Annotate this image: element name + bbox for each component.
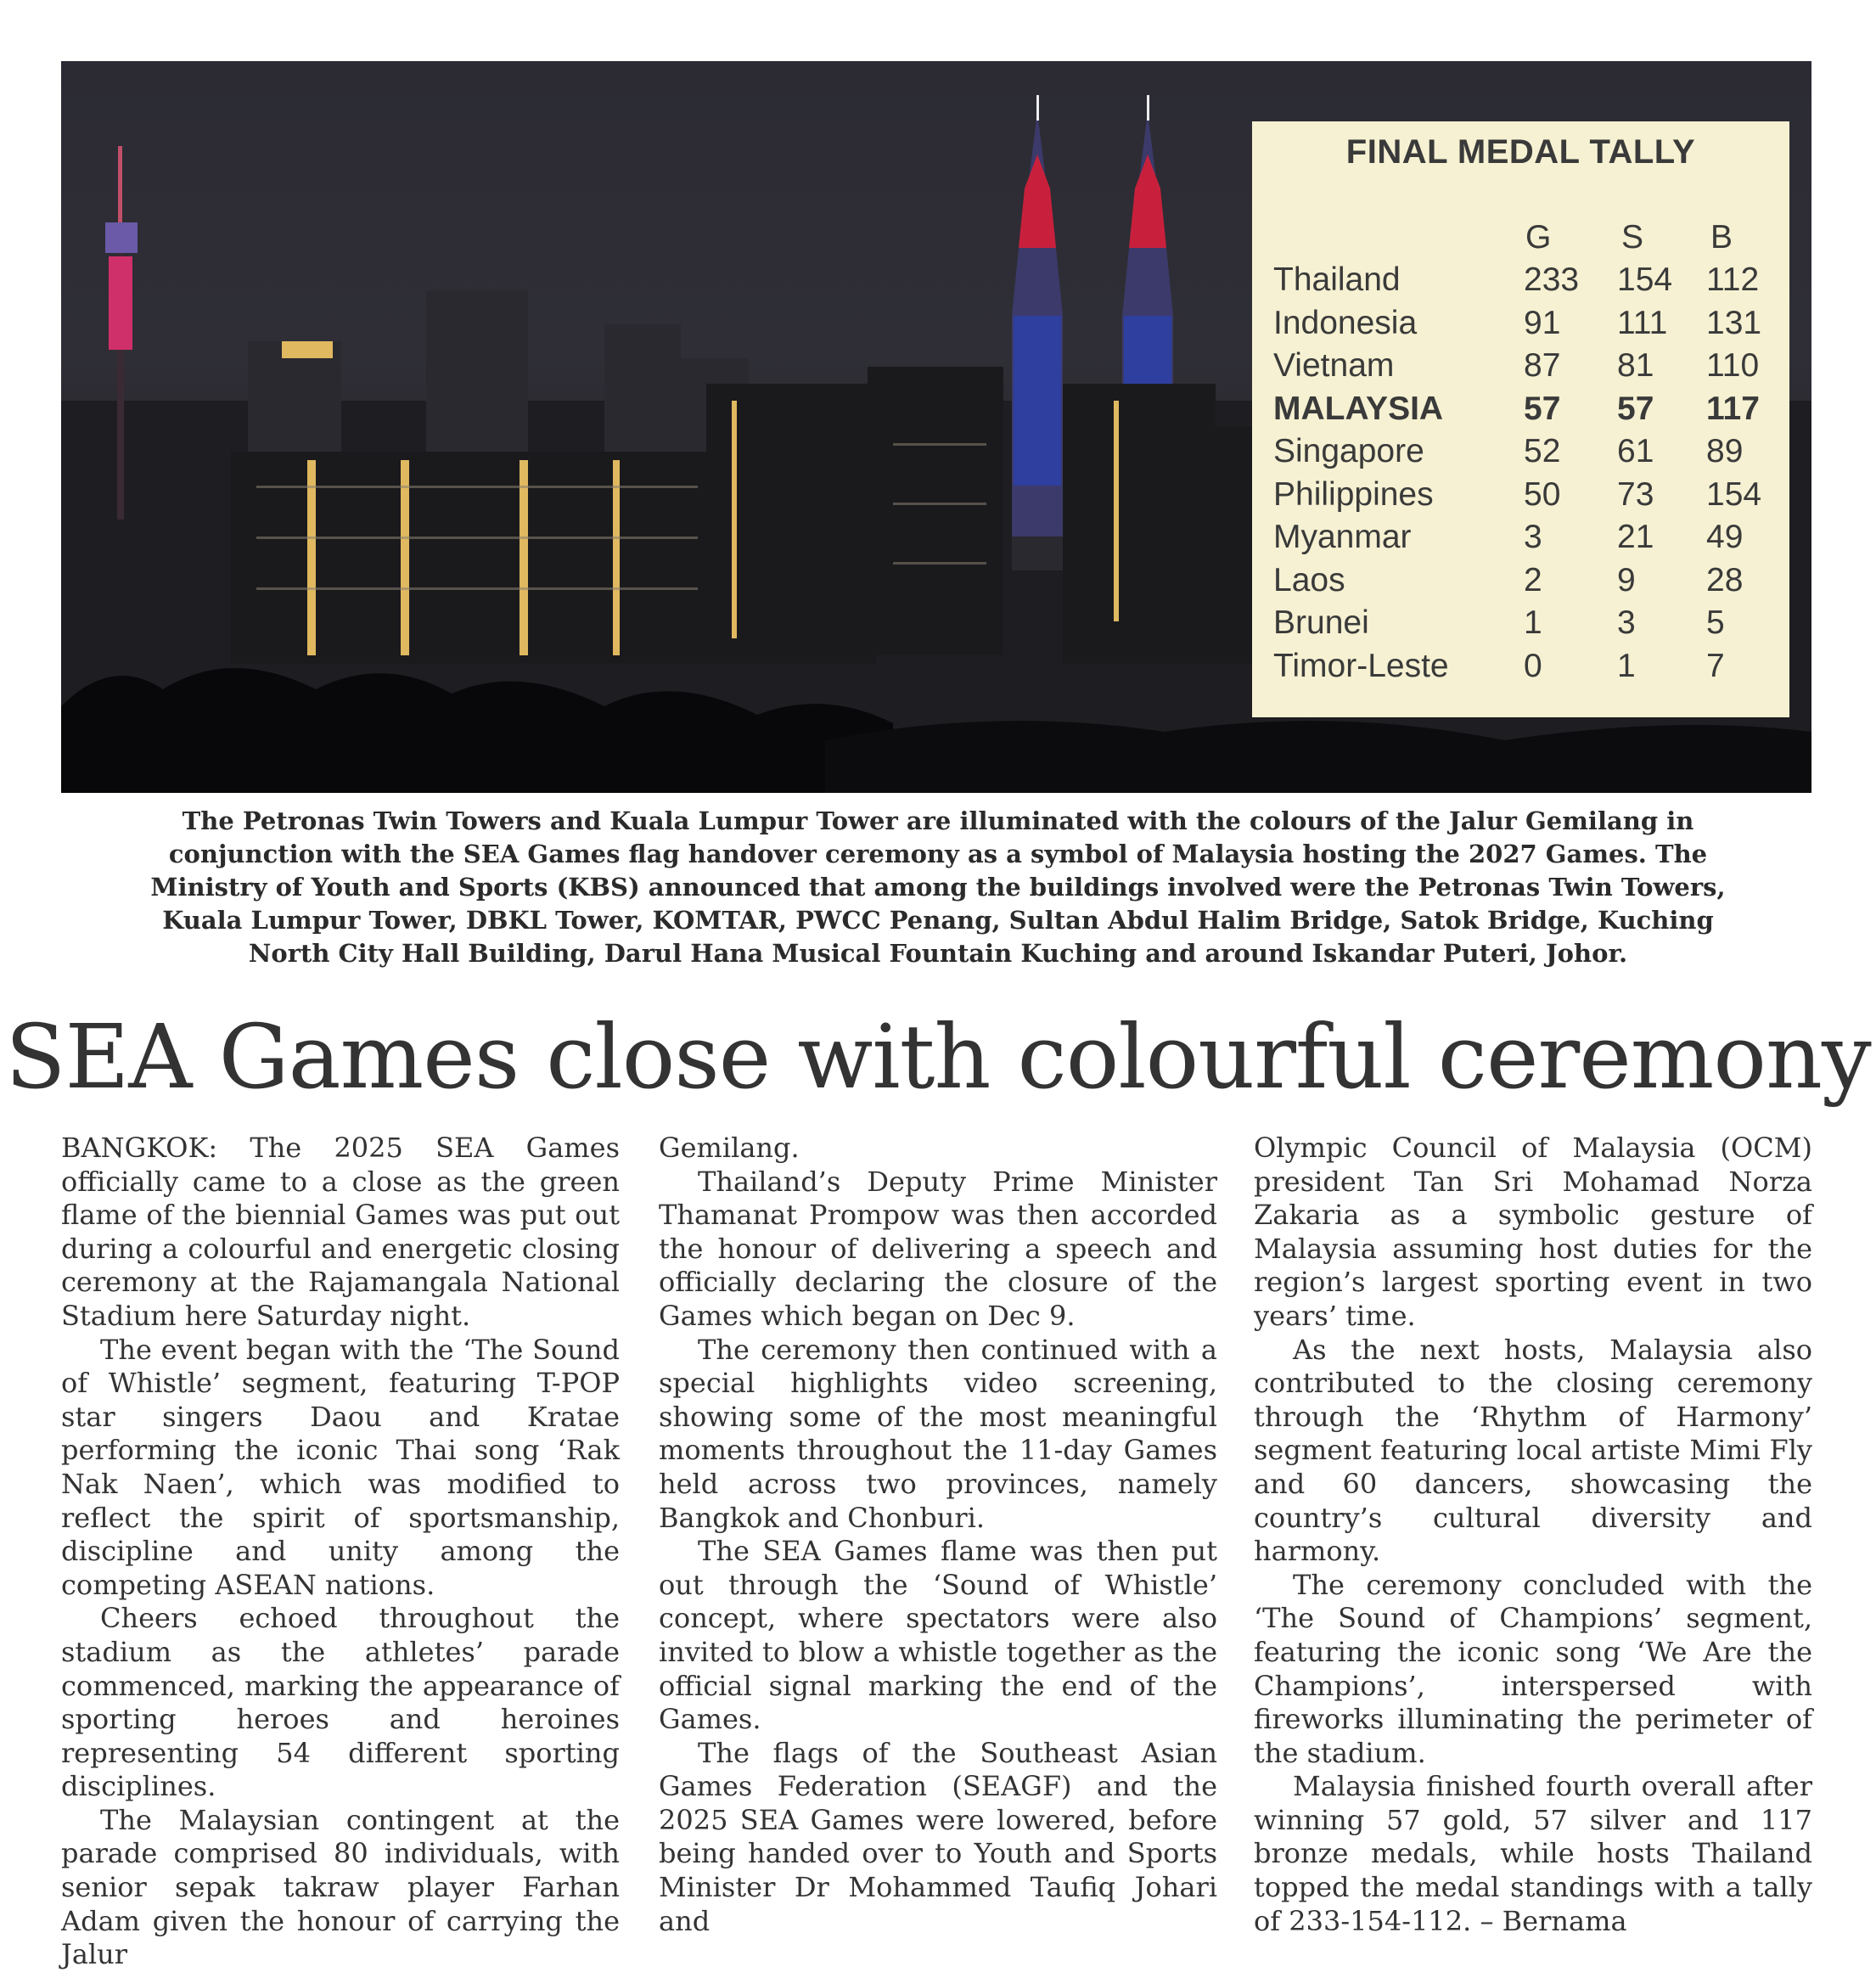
country-name: Vietnam bbox=[1273, 347, 1395, 384]
country-name: Brunei bbox=[1273, 604, 1369, 641]
silver-count: 3 bbox=[1617, 604, 1636, 641]
silver-count: 154 bbox=[1617, 261, 1673, 298]
medal-tally-row bbox=[1252, 305, 1789, 347]
article-column-2 bbox=[659, 1132, 1217, 1938]
gold-count: 91 bbox=[1524, 304, 1561, 341]
silver-count: 9 bbox=[1617, 561, 1636, 598]
bronze-count: 49 bbox=[1706, 519, 1744, 555]
silver-count: 111 bbox=[1617, 304, 1668, 341]
skyline-photo bbox=[61, 61, 1811, 793]
bronze-count: 131 bbox=[1706, 304, 1762, 341]
medal-tally-box bbox=[1252, 121, 1789, 717]
paragraph: The ceremony concluded with the ‘The Sound of Champions’ segment, featuring the iconic song ‘We Are the Champions’, interspersed with fireworks illuminating the perimeter of the stadium. bbox=[1254, 1568, 1812, 1769]
gold-count: 87 bbox=[1524, 347, 1561, 384]
gold-count: 1 bbox=[1524, 604, 1542, 641]
article-column-1 bbox=[61, 1132, 620, 1972]
medal-tally-row bbox=[1252, 476, 1789, 519]
paragraph: The Malaysian contingent at the parade comprised 80 individuals, with senior sepak takraw player Farhan Adam given the honour of carrying the Jalur bbox=[61, 1803, 620, 1971]
gold-count: 52 bbox=[1524, 433, 1561, 469]
country-name: Indonesia bbox=[1273, 304, 1418, 341]
paragraph: The flags of the Southeast Asian Games Federation (SEAGF) and the 2025 SEA Games were lowered, before being handed over to Youth and Sports Minister Dr Mohammed Taufiq Johari and bbox=[659, 1736, 1217, 1937]
paragraph: BANGKOK: The 2025 SEA Games officially came to a close as the green flame of the biennial Games was put out during a colourful and energetic closing ceremony at the Rajamangala National Stadium here Saturday night. bbox=[61, 1132, 620, 1332]
medal-tally-row bbox=[1252, 261, 1789, 304]
headline: SEA Games close with colourful ceremony bbox=[5, 1005, 1871, 1109]
header-bronze: B bbox=[1710, 219, 1733, 256]
country-name: Thailand bbox=[1273, 261, 1401, 298]
gold-count: 3 bbox=[1524, 519, 1542, 555]
bronze-count: 28 bbox=[1706, 561, 1744, 598]
photo-caption: The Petronas Twin Towers and Kuala Lumpur Tower are illuminated with the colours of the Jalur Gemilang in conjunction with the SEA Games flag handover ceremony as a symbol of Malaysia hosting the 2027 Games. The Ministry of Youth and Sports (KBS) announced that among the buildings involved were the Petronas Twin Towers, Kuala Lumpur Tower, DBKL Tower, KOMTAR, PWCC Penang, Sultan Abdul Halim Bridge, Satok Bridge, Kuching North City Hall Building, Darul Hana Musical Fountain Kuching and around Iskandar Puteri, Johor. bbox=[150, 806, 1726, 968]
paragraph: Thailand’s Deputy Prime Minister Thamanat Prompow was then accorded the honour of delivering a speech and officially declaring the closure of the Games which began on Dec 9. bbox=[659, 1165, 1217, 1332]
bronze-count: 89 bbox=[1706, 433, 1744, 469]
medal-tally-row bbox=[1252, 433, 1789, 475]
country-name: Laos bbox=[1273, 561, 1345, 598]
silver-count: 81 bbox=[1617, 347, 1654, 384]
paragraph: The ceremony then continued with a special highlights video screening, showing some of the most meaningful moments throughout the 11-day Games held across two provinces, namely Bangkok and Chonburi. bbox=[659, 1333, 1217, 1534]
country-name: MALAYSIA bbox=[1273, 390, 1444, 427]
paragraph: The event began with the ‘The Sound of Whistle’ segment, featuring T-POP star singers Daou and Kratae performing the iconic Thai song ‘Rak Nak Naen’, which was modified to reflect the spirit of sportsmanship, discipline and unity among the competing ASEAN nations. bbox=[61, 1333, 620, 1601]
header-silver: S bbox=[1621, 219, 1644, 256]
gold-count: 57 bbox=[1524, 390, 1561, 427]
bronze-count: 117 bbox=[1706, 390, 1760, 427]
paragraph: Malaysia finished fourth overall after winning 57 gold, 57 silver and 117 bronze medals, while hosts Thailand topped the medal standings with a tally of 233-154-112. – Bernama bbox=[1254, 1770, 1812, 1937]
gold-count: 233 bbox=[1524, 261, 1580, 298]
gold-count: 50 bbox=[1524, 475, 1561, 513]
medal-tally-title: FINAL MEDAL TALLY bbox=[1345, 133, 1696, 171]
medal-tally-row bbox=[1252, 347, 1789, 390]
silver-count: 21 bbox=[1617, 519, 1654, 555]
country-name: Timor-Leste bbox=[1273, 647, 1449, 684]
medal-tally-row bbox=[1252, 562, 1789, 604]
gold-count: 2 bbox=[1524, 561, 1542, 598]
paragraph: The SEA Games flame was then put out through the ‘Sound of Whistle’ concept, where spectators were also invited to blow a whistle together as the official signal marking the end of the Games. bbox=[659, 1535, 1217, 1736]
paragraph: Cheers echoed throughout the stadium as the athletes’ parade commenced, marking the appearance of sporting heroes and heroines representing 54 different sporting disciplines. bbox=[61, 1602, 620, 1803]
silver-count: 73 bbox=[1617, 475, 1654, 513]
bronze-count: 5 bbox=[1706, 604, 1725, 641]
bronze-count: 110 bbox=[1706, 347, 1760, 384]
silver-count: 57 bbox=[1617, 390, 1654, 427]
country-name: Philippines bbox=[1273, 475, 1434, 513]
header-gold: G bbox=[1525, 219, 1552, 256]
silver-count: 61 bbox=[1617, 433, 1654, 469]
silver-count: 1 bbox=[1617, 647, 1636, 684]
country-name: Singapore bbox=[1273, 433, 1424, 469]
paragraph: As the next hosts, Malaysia also contributed to the closing ceremony through the ‘Rhythm of Harmony’ segment featuring local artiste Mimi Fly and 60 dancers, showcasing the country’s cultural diversity and harmony. bbox=[1254, 1333, 1812, 1568]
medal-tally-row bbox=[1252, 519, 1789, 561]
paragraph: Gemilang. bbox=[659, 1132, 800, 1164]
gold-count: 0 bbox=[1524, 647, 1542, 684]
medal-tally-row bbox=[1252, 390, 1789, 433]
bronze-count: 7 bbox=[1706, 647, 1725, 684]
medal-tally-header bbox=[1252, 219, 1789, 261]
article-column-3 bbox=[1254, 1132, 1812, 1938]
medal-tally-row bbox=[1252, 604, 1789, 647]
medal-tally-row bbox=[1252, 648, 1789, 690]
country-name: Myanmar bbox=[1273, 519, 1412, 555]
paragraph: Olympic Council of Malaysia (OCM) president Tan Sri Mohamad Norza Zakaria as a symbolic gesture of Malaysia assuming host duties for the region’s largest sporting event in two years’ time. bbox=[1254, 1132, 1812, 1332]
bronze-count: 154 bbox=[1706, 475, 1762, 513]
bronze-count: 112 bbox=[1706, 261, 1760, 298]
